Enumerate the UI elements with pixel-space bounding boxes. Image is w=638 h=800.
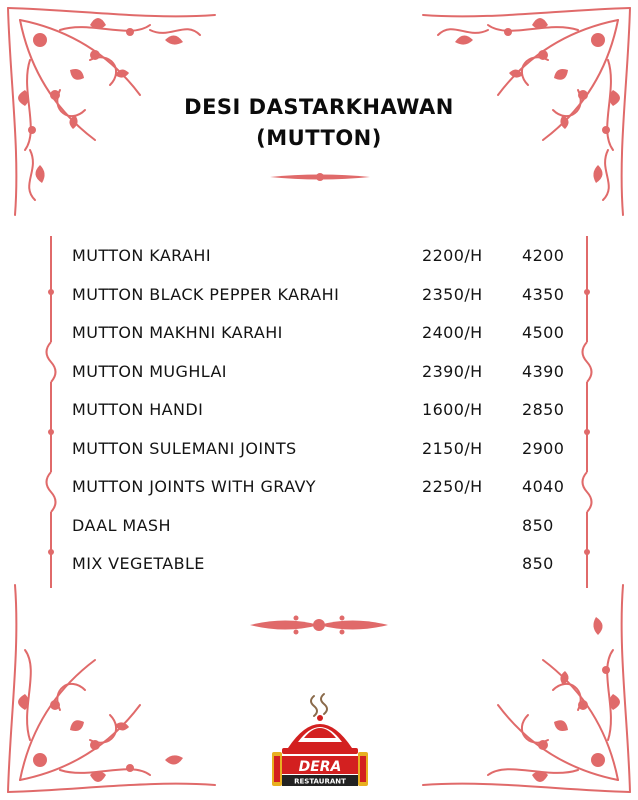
item-name: MUTTON KARAHI: [72, 246, 211, 265]
title-divider-ornament: [268, 170, 372, 184]
item-name: MUTTON HANDI: [72, 400, 204, 419]
item-name: MUTTON SULEMANI JOINTS: [72, 438, 297, 458]
menu-item: [72, 433, 572, 472]
menu-item: [72, 240, 572, 279]
restaurant-logo: [268, 690, 372, 790]
item-full-price: 4390: [522, 361, 565, 381]
item-full-price: 850: [522, 554, 554, 573]
menu-item: [72, 471, 572, 510]
menu-item: [72, 356, 572, 395]
menu-list: [72, 240, 572, 587]
item-half-price: 1600/H: [422, 400, 483, 419]
item-full-price: 4040: [522, 477, 565, 496]
menu-item: [72, 394, 572, 433]
item-name: DAAL MASH: [72, 515, 171, 535]
item-full-price: 2900: [522, 438, 565, 458]
page-title: [0, 92, 638, 154]
item-name: MUTTON BLACK PEPPER KARAHI: [72, 284, 340, 304]
item-half-price: 2200/H: [422, 246, 483, 265]
bottom-divider-ornament: [246, 612, 392, 638]
menu-item: [72, 548, 572, 587]
logo-subtitle-text: RESTAURANT: [294, 777, 346, 786]
item-name: MIX VEGETABLE: [72, 554, 205, 573]
title-line-1: DESI DASTARKHAWAN: [184, 95, 454, 119]
menu-item: [72, 317, 572, 356]
item-half-price: 2400/H: [422, 323, 483, 342]
item-full-price: 2850: [522, 400, 565, 419]
item-half-price: 2250/H: [422, 477, 483, 496]
left-border-rule: [40, 232, 62, 592]
menu-item: [72, 279, 572, 318]
item-half-price: 2150/H: [422, 438, 483, 458]
item-name: MUTTON JOINTS WITH GRAVY: [72, 477, 316, 496]
item-full-price: 850: [522, 515, 554, 535]
menu-item: [72, 510, 572, 549]
item-full-price: 4500: [522, 323, 565, 342]
item-full-price: 4200: [522, 246, 565, 265]
item-name: MUTTON MAKHNI KARAHI: [72, 323, 283, 342]
item-full-price: 4350: [522, 284, 565, 304]
floral-corner-ornament: [0, 570, 230, 800]
item-half-price: 2350/H: [422, 284, 483, 304]
floral-corner-ornament: [408, 570, 638, 800]
right-border-rule: [576, 232, 598, 592]
item-half-price: 2390/H: [422, 361, 483, 381]
title-line-2: (MUTTON): [256, 126, 382, 150]
logo-brand-text: DERA: [298, 759, 342, 775]
item-name: MUTTON MUGHLAI: [72, 361, 227, 381]
